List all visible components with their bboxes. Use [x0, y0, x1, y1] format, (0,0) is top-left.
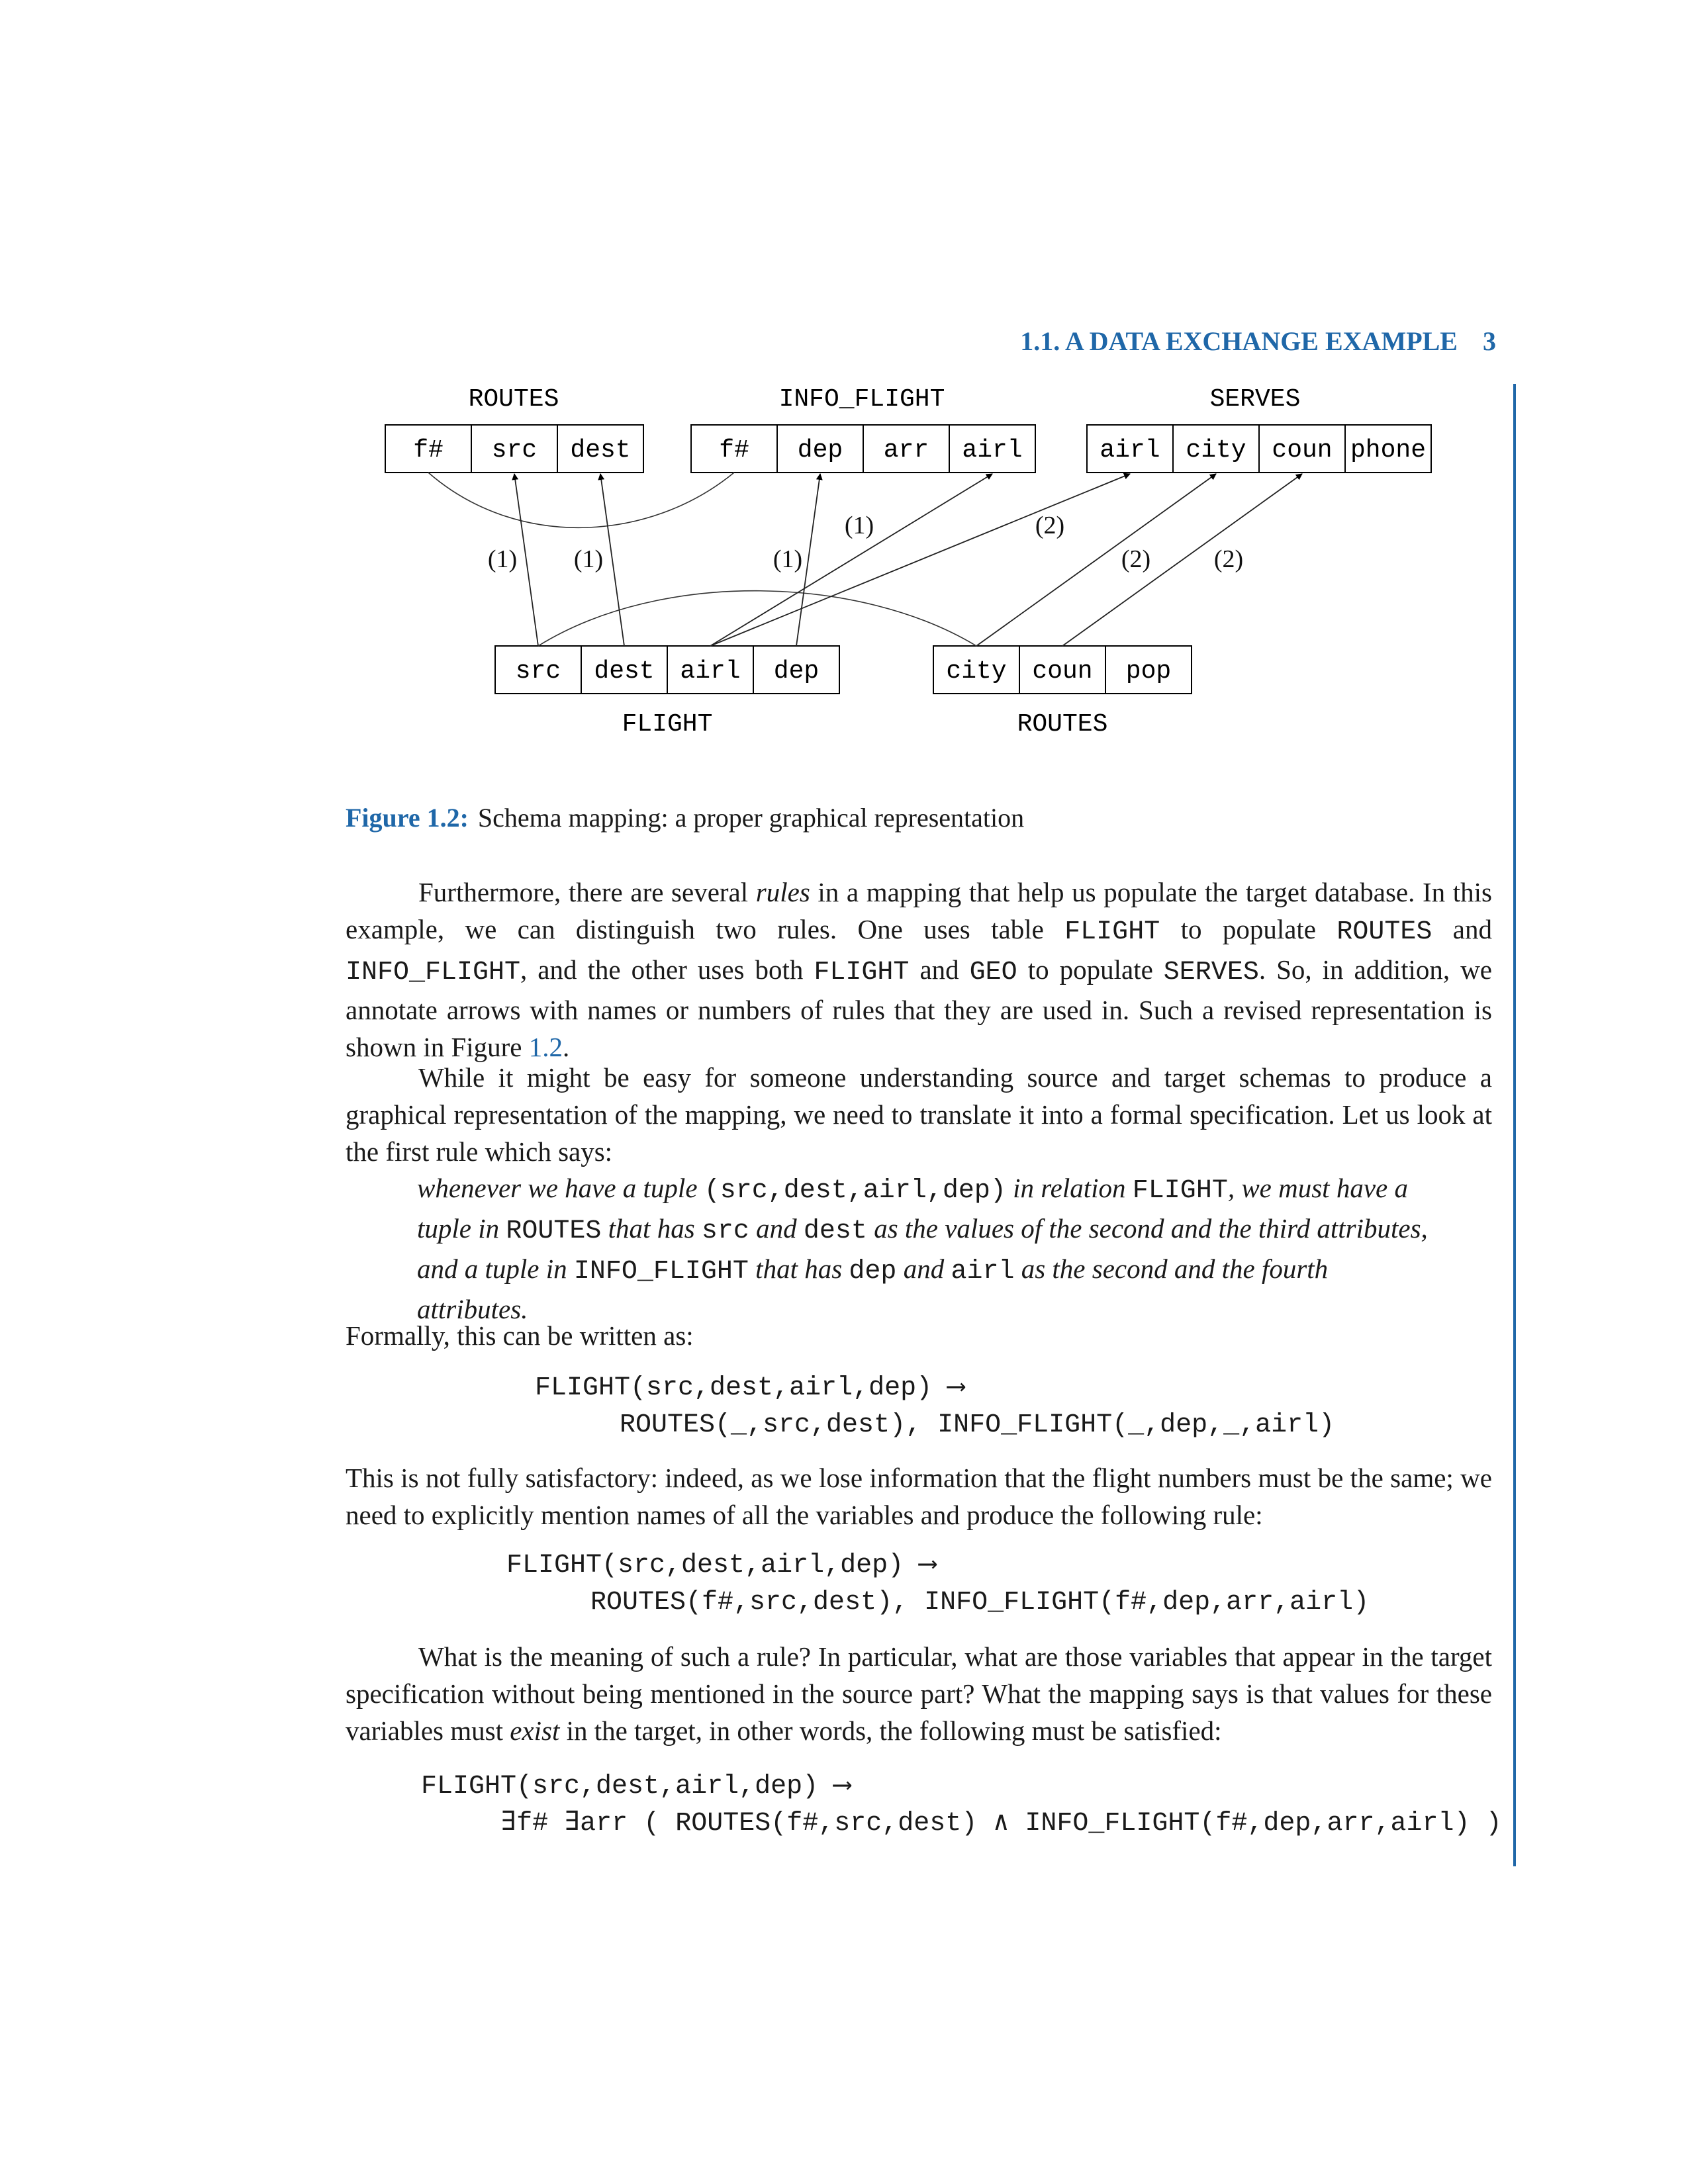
attr-cell: dest	[594, 657, 655, 686]
attr-cell: src	[515, 657, 561, 686]
rule-label: (1)	[773, 545, 803, 573]
attr-cell: f#	[719, 436, 749, 465]
arrow-dest	[600, 474, 624, 646]
formula-line: FLIGHT(src,dest,airl,dep) ⟶	[535, 1373, 964, 1403]
table-title-source-routes: ROUTES	[1017, 710, 1108, 739]
paragraph: Furthermore, there are several rules in a mapping that help us populate the target database. In this example, we can distinguish two rules. One uses table FLIGHT to populate ROUTES and INFO_FLIGHT, and the other uses both FLIGHT and GEO to populate SERVES. So, in addition, we annotate arrows with names or numbers of rules that they are used in. Such a revised representation is shown in Figure 1.2.	[346, 877, 1492, 1062]
table-title-serves: SERVES	[1209, 385, 1301, 414]
rule-label: (2)	[1213, 545, 1244, 573]
attr-cell: dep	[797, 436, 843, 465]
attr-cell: airl	[680, 657, 741, 686]
paragraph: What is the meaning of such a rule? In particular, what are those variables that appear in the target specification without being mentioned in the source part? What the mapping says is that values for these variables must exist in the target, in other words, the following must be satisfied:	[346, 1641, 1492, 1746]
attr-cell: coun	[1272, 436, 1333, 465]
section-title: 1.1. A DATA EXCHANGE EXAMPLE	[1020, 326, 1458, 356]
attr-cell: phone	[1350, 436, 1427, 465]
attr-cell: airl	[962, 436, 1023, 465]
paragraph: Formally, this can be written as:	[346, 1320, 694, 1351]
table-title-routes: ROUTES	[468, 385, 559, 414]
formula-line: FLIGHT(src,dest,airl,dep) ⟶	[506, 1551, 936, 1580]
attr-cell: arr	[883, 436, 929, 465]
figure-caption-text: Schema mapping: a proper graphical representation	[477, 803, 1025, 833]
attr-cell: city	[1186, 436, 1246, 465]
figure-caption	[346, 802, 1024, 833]
attr-cell: airl	[1100, 436, 1160, 465]
attr-cell: dest	[570, 436, 631, 465]
formula-line: ∃f# ∃arr ( ROUTES(f#,src,dest) ∧ INFO_FLIGHT(f#,dep,arr,airl) )	[500, 1809, 1502, 1839]
formula-line: ROUTES(f#,src,dest), INFO_FLIGHT(f#,dep,arr,airl)	[590, 1588, 1370, 1617]
arrow-src	[514, 474, 538, 646]
attr-cell: coun	[1032, 657, 1093, 686]
figure-reference-link[interactable]: 1.2	[528, 1032, 563, 1062]
formula-line: ROUTES(_,src,dest), INFO_FLIGHT(_,dep,_,airl)	[620, 1410, 1335, 1440]
rule-label: (2)	[1121, 545, 1151, 573]
attr-cell: dep	[773, 657, 820, 686]
table-title-flight: FLIGHT	[622, 710, 713, 739]
rule-label: (1)	[487, 545, 518, 573]
rule-label: (1)	[844, 512, 874, 539]
rule-quote: whenever we have a tuple (src,dest,airl,dep) in relation FLIGHT, we must have a tuple in ROUTES that has src and dest as the values of the second and the third attributes, and a tuple in INFO_FLIGHT that has dep and airl as the second and the fourth attributes.	[417, 1173, 1428, 1324]
paragraph: This is not fully satisfactory: indeed, as we lose information that the flight numbers must be the same; we need to explicitly mention names of all the variables and produce the following rule:	[346, 1463, 1492, 1530]
schema-mapping-diagram	[0, 0, 1688, 781]
arrow-airl-info	[710, 474, 992, 646]
link-curve-flight-number	[428, 473, 734, 527]
attr-cell: city	[946, 657, 1007, 686]
attr-cell: src	[491, 436, 538, 465]
link-curve-src-city	[538, 591, 976, 646]
attr-cell: f#	[413, 436, 444, 465]
rule-label: (2)	[1035, 512, 1065, 539]
paragraph: While it might be easy for someone understanding source and target schemas to produce a graphical representation of the mapping, we need to translate it into a formal specification. Let us look at the first rule which says:	[346, 1062, 1492, 1167]
rule-label: (1)	[573, 545, 604, 573]
arrow-coun	[1062, 474, 1302, 646]
table-title-info-flight: INFO_FLIGHT	[778, 385, 945, 414]
attr-cell: pop	[1125, 657, 1172, 686]
formula-line: FLIGHT(src,dest,airl,dep) ⟶	[421, 1772, 851, 1801]
page-number: 3	[1483, 326, 1496, 356]
figure-label: Figure 1.2:	[346, 803, 469, 833]
arrow-city	[976, 474, 1216, 646]
